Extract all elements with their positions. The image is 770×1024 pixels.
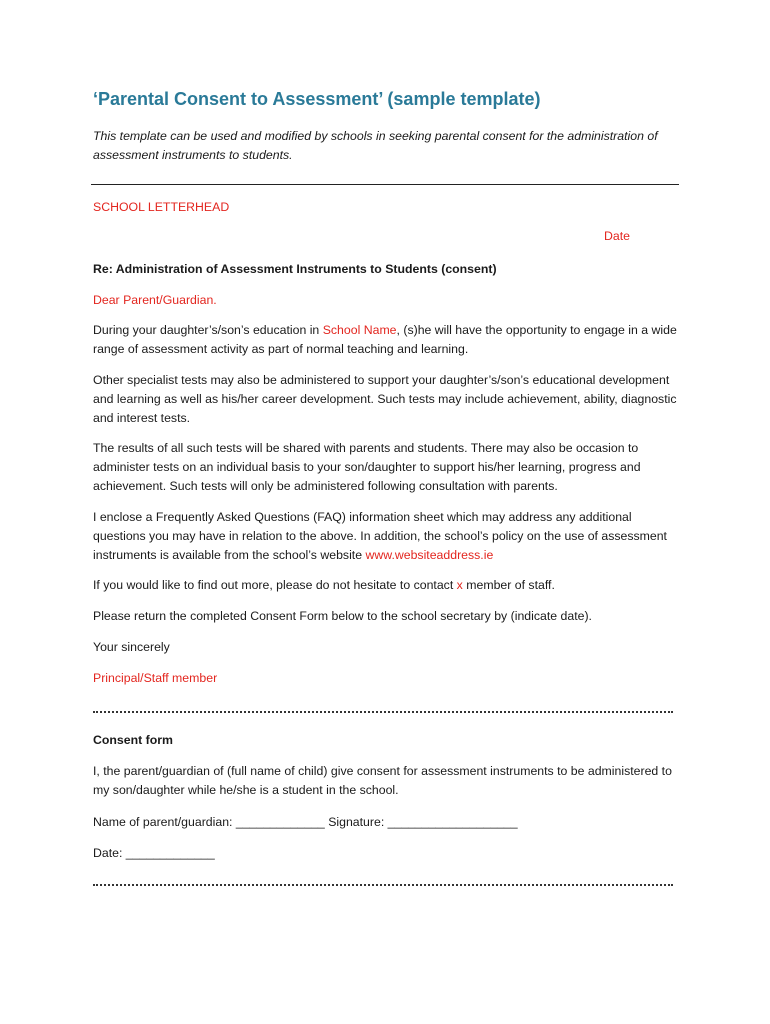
date-field-line[interactable]: Date: _____________ (93, 846, 215, 860)
document-title: ‘Parental Consent to Assessment’ (sample template) (93, 89, 541, 109)
paragraph-2: Other specialist tests may also be administered to support your daughter’s/son’s educational development and learning as well as his/her career development. Such tests may include achievement, ability, diagnostic and interest tests. (93, 373, 677, 425)
consent-heading: Consent form (93, 733, 173, 747)
salutation: Dear Parent/Guardian. (93, 293, 217, 307)
school-name-placeholder: School Name (322, 323, 397, 337)
consent-statement: I, the parent/guardian of (full name of child) give consent for assessment instruments to be administered to my son/daughter while he/she is a student in the school. (93, 764, 672, 797)
name-signature-line[interactable]: Name of parent/guardian: _____________ Signature: ___________________ (93, 815, 518, 829)
date-placeholder: Date (604, 229, 630, 243)
paragraph-3: The results of all such tests will be shared with parents and students. There may also be occasion to administer tests on an individual basis to your son/daughter to support his/her learning, progress and achievement. Such tests will only be administered following consultation with parents. (93, 441, 641, 493)
paragraph-4-text: I enclose a Frequently Asked Questions (FAQ) information sheet which may address any additional questions you may have in relation to the above. In addition, the school’s policy on the use of assessment instruments is available from the school’s website (93, 510, 667, 562)
closing: Your sincerely (93, 640, 170, 654)
paragraph-1 (93, 321, 681, 359)
website-link[interactable]: www.websiteaddress.ie (365, 548, 494, 562)
divider-rule (91, 184, 679, 185)
paragraph-6: Please return the completed Consent Form below to the school secretary by (indicate date). (93, 609, 592, 623)
paragraph-5-start: If you would like to find out more, please do not hesitate to contact (93, 578, 457, 592)
paragraph-5-end: member of staff. (462, 578, 555, 592)
paragraph-1-start: During your daughter’s/son’s education in (93, 323, 323, 337)
school-letterhead: SCHOOL LETTERHEAD (93, 200, 230, 214)
signatory: Principal/Staff member (93, 671, 218, 685)
dotted-cut-line-bottom (93, 884, 673, 888)
paragraph-1-end: , (s)he will have the opportunity to engage in a wide range of assessment activity as part of normal teaching and learning. (93, 323, 677, 356)
dotted-cut-line (93, 711, 673, 715)
paragraph-4 (93, 508, 681, 565)
staff-placeholder: x (456, 578, 463, 592)
re-line: Re: Administration of Assessment Instruments to Students (consent) (93, 262, 497, 276)
paragraph-5 (93, 576, 681, 595)
intro-text: This template can be used and modified by schools in seeking parental consent for the administration of assessment instruments to students. (93, 129, 658, 162)
